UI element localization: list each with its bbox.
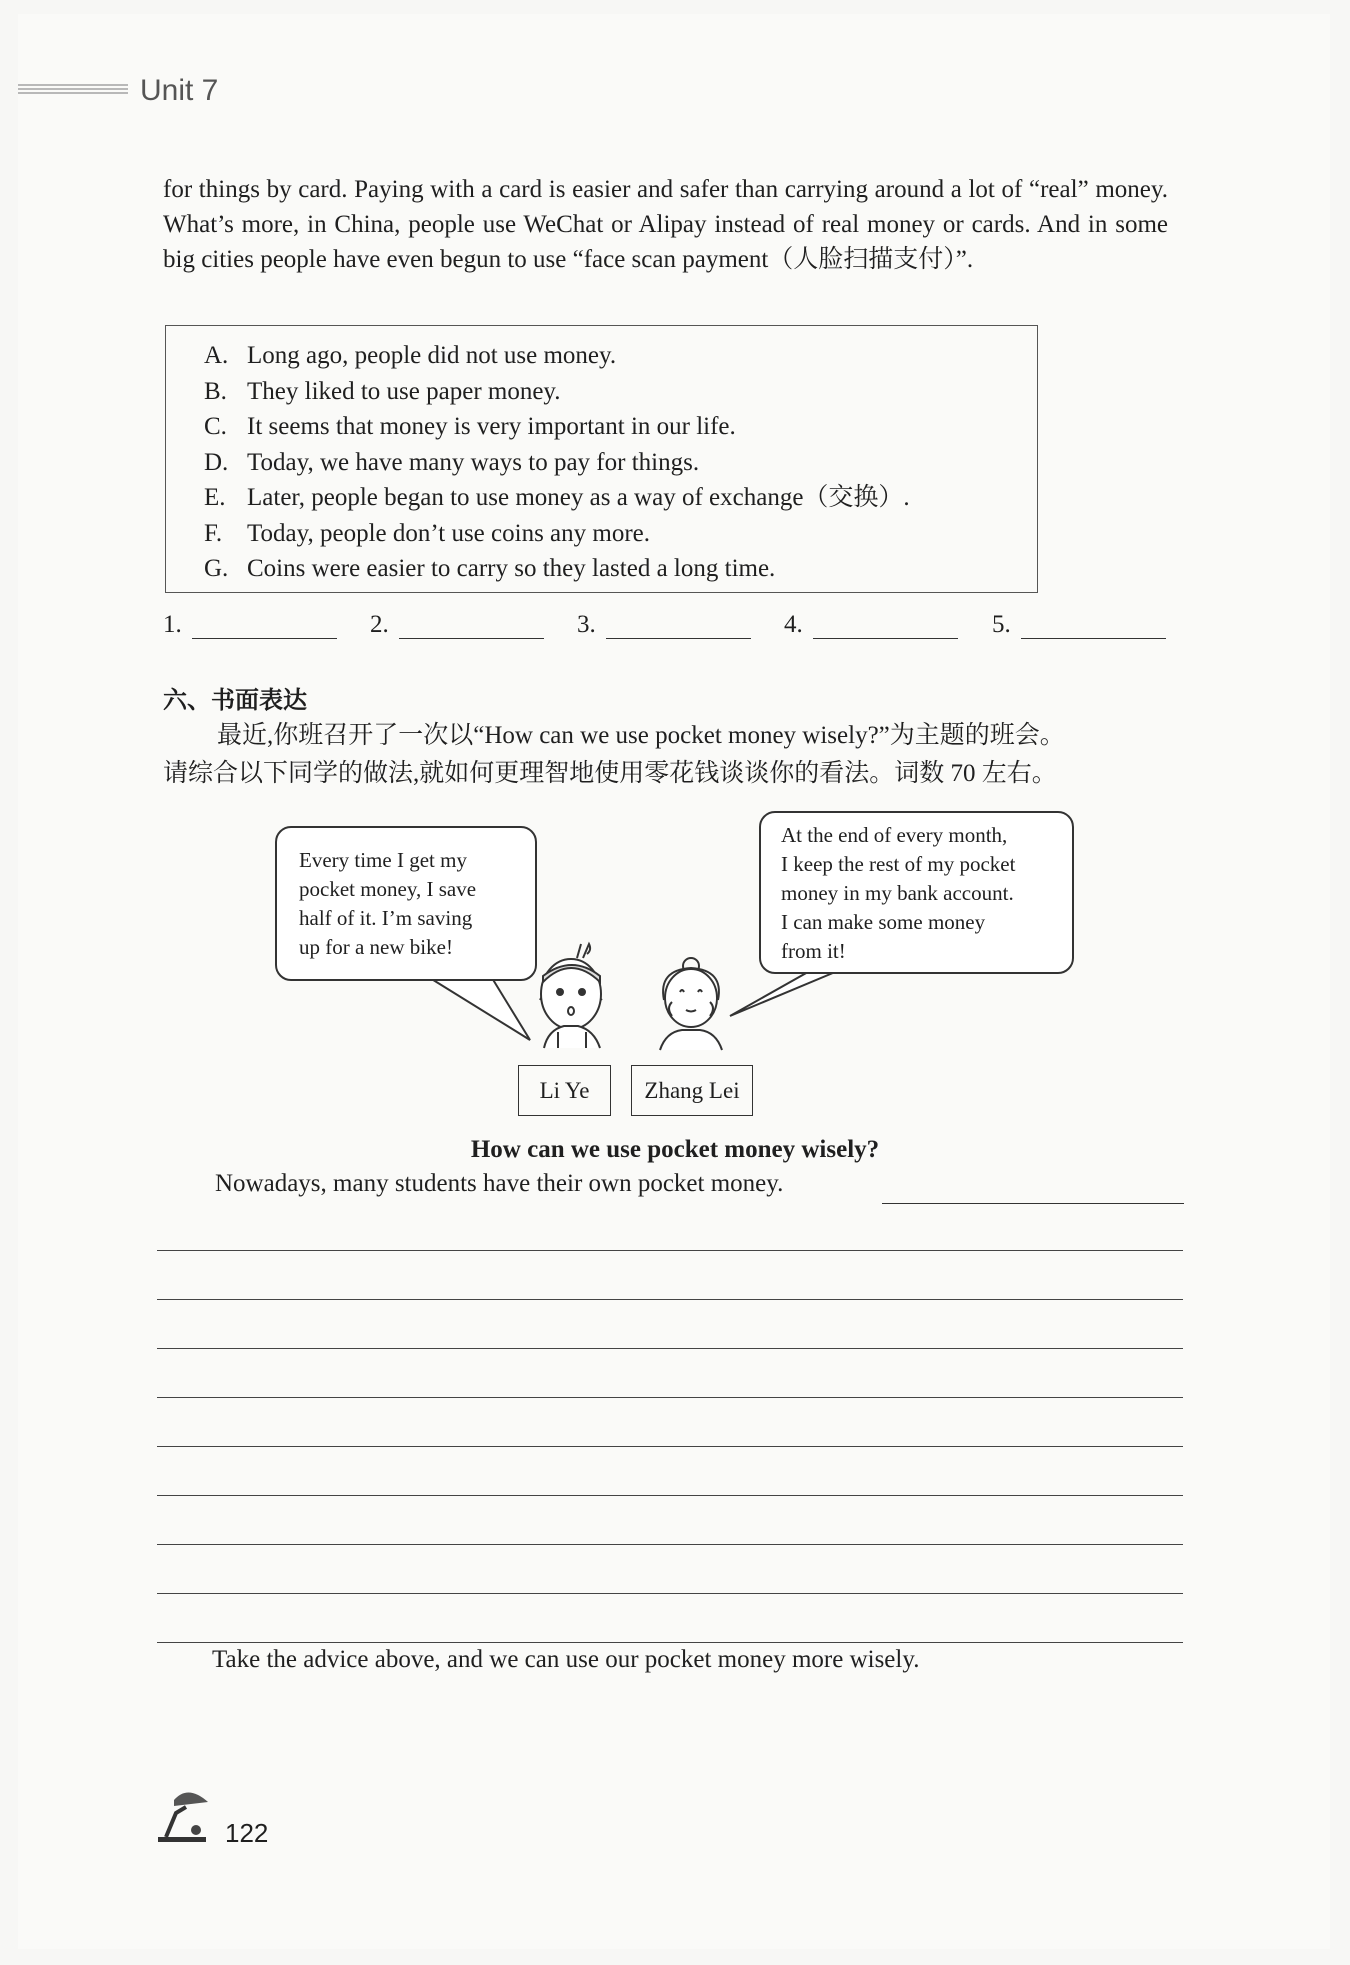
essay-title: How can we use pocket money wisely? bbox=[470, 1136, 880, 1163]
writing-line[interactable] bbox=[157, 1250, 1183, 1251]
option-g: G. Coins were easier to carry so they lasted a long time. bbox=[204, 555, 776, 582]
option-f: F. Today, people don’t use coins any more. bbox=[204, 519, 651, 547]
writing-line[interactable] bbox=[157, 1397, 1183, 1398]
writing-line[interactable] bbox=[157, 1642, 1183, 1643]
name-tag-zhang-lei: Zhang Lei bbox=[631, 1065, 753, 1116]
option-d: D. Today, we have many ways to pay for things. bbox=[204, 448, 700, 476]
speech-bubble-li-ye: Every time I get my pocket money, I save half of it. I’m saving up for a new bike! bbox=[275, 826, 537, 981]
right-bubble-tail bbox=[730, 970, 840, 1016]
option-a: A. Long ago, people did not use money. bbox=[204, 342, 617, 369]
writing-line[interactable] bbox=[157, 1495, 1183, 1496]
answer-1[interactable]: 1. bbox=[163, 610, 337, 639]
zhang-lei-figure bbox=[660, 958, 722, 1050]
writing-line[interactable] bbox=[157, 1446, 1183, 1447]
essay-opening: Nowadays, many students have their own pocket money. bbox=[215, 1170, 784, 1197]
writing-line[interactable] bbox=[157, 1348, 1183, 1349]
li-ye-figure bbox=[540, 944, 602, 1048]
section-heading: 六、书面表达 bbox=[163, 686, 307, 714]
answer-4[interactable]: 4. bbox=[784, 610, 958, 639]
option-c: C. It seems that money is very important in our life. bbox=[204, 413, 736, 440]
answer-3[interactable]: 3. bbox=[577, 610, 751, 639]
speech-bubble-zhang-lei: At the end of every month, I keep the rest of my pocket money in my bank account. I can make some money from it! bbox=[759, 811, 1074, 974]
writing-line[interactable] bbox=[157, 1593, 1183, 1594]
unit-title: Unit 7 bbox=[140, 74, 219, 107]
option-b: B. They liked to use paper money. bbox=[204, 377, 561, 405]
desk-lamp-icon bbox=[152, 1786, 212, 1846]
writing-line[interactable] bbox=[882, 1203, 1184, 1204]
essay-closing: Take the advice above, and we can use our pocket money more wisely. bbox=[212, 1646, 920, 1673]
left-bubble-tail bbox=[430, 978, 530, 1040]
passage-paragraph: for things by card. Paying with a card is easier and safer than carrying around a lot of “real” money. What’s more, in China, people use WeChat or Alipay instead of real money or cards. And in some big cities people have even begun to use “face scan payment（人脸扫描支付）”. bbox=[163, 176, 1168, 273]
answer-5[interactable]: 5. bbox=[992, 610, 1166, 639]
name-tag-li-ye: Li Ye bbox=[518, 1065, 611, 1116]
page-number: 122 bbox=[225, 1818, 269, 1848]
option-e: E. Later, people began to use money as a way of exchange（交换）. bbox=[204, 484, 910, 511]
writing-line[interactable] bbox=[157, 1544, 1183, 1545]
answer-2[interactable]: 2. bbox=[370, 610, 544, 639]
writing-instructions: 最近,你班召开了一次以“How can we use pocket money wisely?”为主题的班会。 请综合以下同学的做法,就如何更理智地使用零花钱谈谈你的看法。词数 70 左右。 bbox=[163, 722, 1065, 787]
writing-line[interactable] bbox=[157, 1299, 1183, 1300]
